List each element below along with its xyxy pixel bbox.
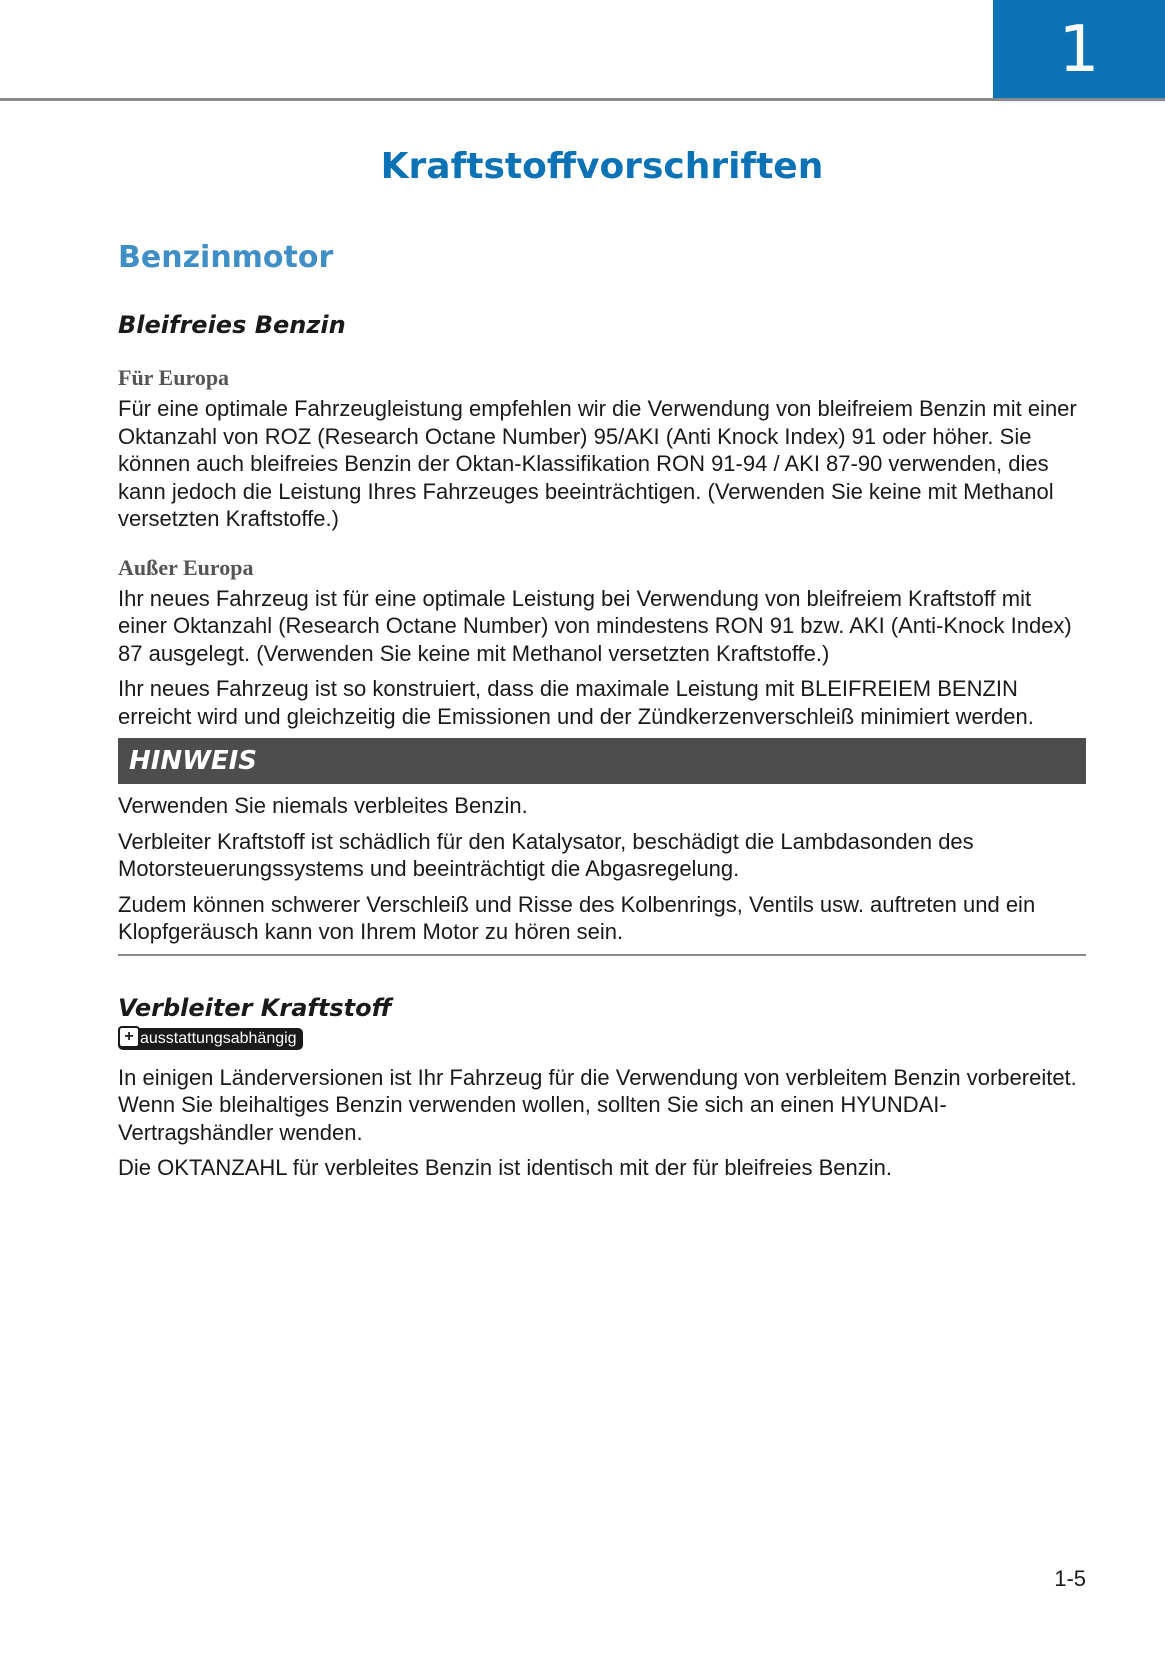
outside-europe-paragraph-2: Ihr neues Fahrzeug ist so konstruiert, dass die maximale Leistung mit BLEIFREIEM BENZIN erreicht wird und gleichzeitig die Emissionen und der Zündkerzenverschleiß minimiert werden. [118,676,1034,729]
outside-europe-label: Außer Europa [118,554,254,580]
unleaded-heading: Bleifreies Benzin [118,311,346,339]
equipment-badge-label: ausstattungsabhängig [140,1029,297,1047]
header-rule [0,98,1165,101]
leaded-paragraph-2: Die OKTANZAHL für verbleites Benzin ist identisch mit der für bleifreies Benzin. [118,1155,892,1180]
plus-icon: + [118,1026,140,1048]
leaded-heading: Verbleiter Kraftstoff [118,993,392,1022]
europe-paragraph: Für eine optimale Fahrzeugleistung empfehlen wir die Verwendung von bleifreiem Benzin mit einer Oktanzahl von ROZ (Research Octane Number) 95/AKI (Anti Knock Index) 91 oder höher. Sie können auch bleifreies Benzin der Oktan-Klassifikation RON 91-94 / AKI 87-90 verwenden, dies kann jedoch die Leistung Ihres Fahrzeuges beeinträchtigen. (Verwenden Sie keine mit Methanol versetzten Kraftstoffe.) [118,396,1077,531]
equipment-badge [118,1028,303,1050]
europe-label: Für Europa [118,365,230,390]
notice-line-2: Verbleiter Kraftstoff ist schädlich für den Katalysator, beschädigt die Lambdasonden des Motorsteuerungssystems und beeinträchtigt die Abgasregelung. [118,828,974,881]
notice-line-3: Zudem können schwerer Verschleiß und Risse des Kolbenrings, Ventils usw. auftreten und ein Klopfgeräusch kann von Ihrem Motor zu hören sein. [118,891,1036,944]
outside-europe-paragraph-1: Ihr neues Fahrzeug ist für eine optimale Leistung bei Verwendung von bleifreiem Kraftstoff mit einer Oktanzahl (Research Octane Number) von mindestens RON 91 bzw. AKI (Anti-Knock Index) 87 ausgelegt. (Verwenden Sie keine mit Methanol versetzten Kraftstoffe.) [118,585,1072,666]
section-heading: Benzinmotor [118,240,334,275]
page-title: Kraftstoffvorschriften [380,146,824,187]
page-number: 1-5 [1054,1566,1086,1591]
leaded-paragraph-1: In einigen Länderversionen ist Ihr Fahrzeug für die Verwendung von verbleitem Benzin vorbereitet. Wenn Sie bleihaltiges Benzin verwenden wollen, sollten Sie sich an einen HYUNDAI-Vertragshändler wenden. [118,1064,1077,1145]
notice-body [118,784,1086,956]
chapter-tab: 1 [993,0,1165,101]
notice-line-1: Verwenden Sie niemals verbleites Benzin. [118,793,528,818]
equipment-badge-row [118,1028,1086,1052]
notice-title-bar: HINWEIS [118,738,1086,784]
main-content [118,240,1086,1190]
